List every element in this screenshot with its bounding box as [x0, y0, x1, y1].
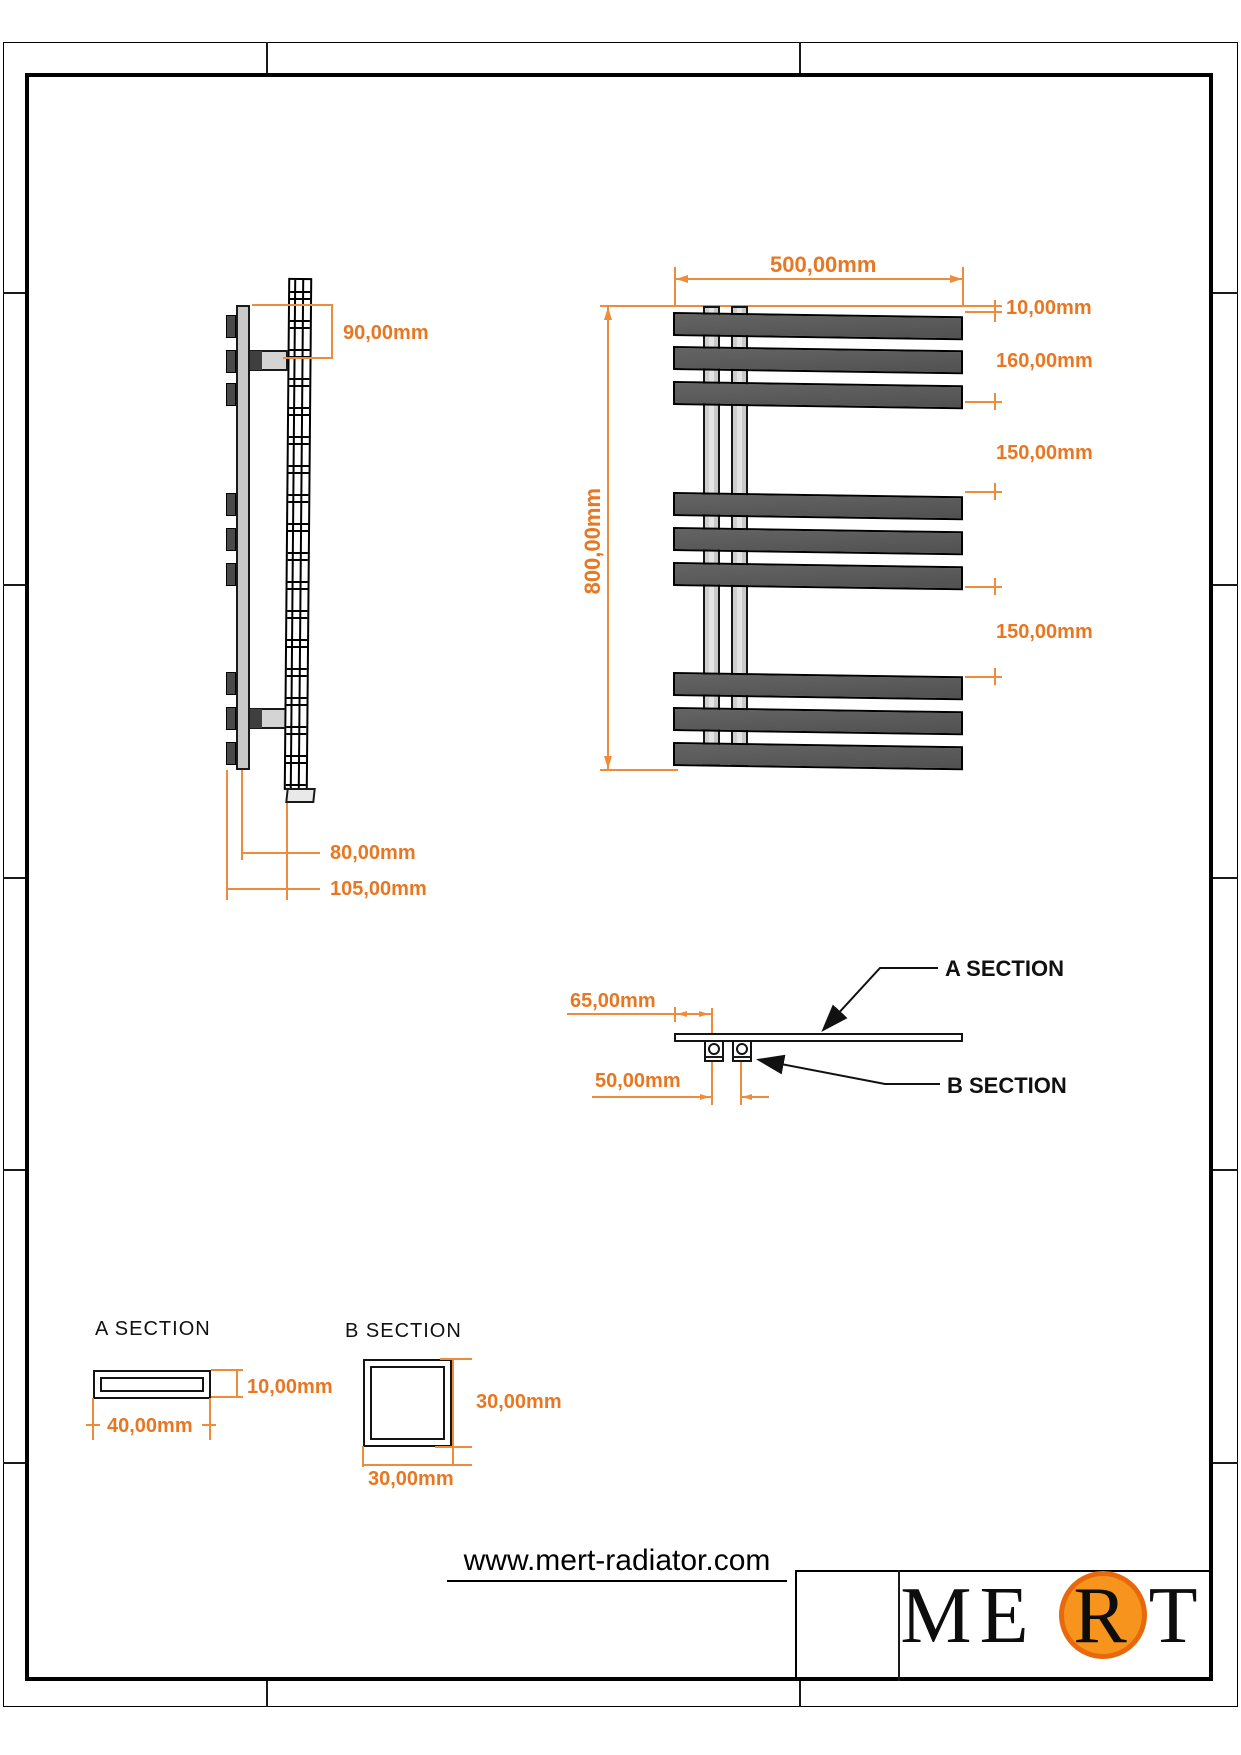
website-link[interactable]: www.mert-radiator.com — [447, 1544, 787, 1582]
dim-90mm: 90,00mm — [343, 322, 429, 344]
dim-b-height: 30,00mm — [476, 1391, 562, 1413]
a-profile-inner — [100, 1377, 204, 1392]
dim-tick — [86, 1424, 100, 1426]
dim-10mm: 10,00mm — [1006, 297, 1092, 319]
dim-800mm: 800,00mm — [580, 488, 605, 595]
dim-160mm: 160,00mm — [996, 350, 1093, 372]
b-profile-inner — [370, 1366, 445, 1440]
dim-50mm: 50,00mm — [595, 1070, 681, 1092]
ext-line — [440, 1358, 472, 1360]
logo-letter-t: T — [1148, 1572, 1198, 1660]
dim-80mm: 80,00mm — [330, 842, 416, 864]
dim-tick — [202, 1424, 216, 1426]
dim-line — [362, 1464, 472, 1466]
ext-line — [92, 1398, 94, 1440]
ext-line — [211, 1369, 243, 1371]
dim-500mm: 500,00mm — [770, 252, 877, 277]
dim-65mm: 65,00mm — [570, 990, 656, 1012]
section-b-title: B SECTION — [345, 1320, 462, 1342]
dim-a-height: 10,00mm — [247, 1376, 333, 1398]
dim-line — [452, 1358, 454, 1466]
section-a-title: A SECTION — [95, 1318, 211, 1340]
dim-150mm: 150,00mm — [996, 621, 1093, 643]
dim-105mm: 105,00mm — [330, 878, 427, 900]
ext-line — [435, 1446, 472, 1448]
ext-line — [209, 1398, 211, 1440]
callout-b-label: B SECTION — [947, 1073, 1067, 1098]
logo-letter-r: R — [1073, 1572, 1127, 1660]
dim-150mm: 150,00mm — [996, 442, 1093, 464]
dim-b-width: 30,00mm — [368, 1468, 454, 1490]
callout-a-label: A SECTION — [945, 956, 1064, 981]
logo-letter-m: M — [900, 1572, 972, 1660]
ext-line — [211, 1396, 243, 1398]
dim-a-width: 40,00mm — [107, 1415, 193, 1437]
logo-letter-e: E — [979, 1572, 1029, 1660]
dim-line — [236, 1369, 238, 1398]
